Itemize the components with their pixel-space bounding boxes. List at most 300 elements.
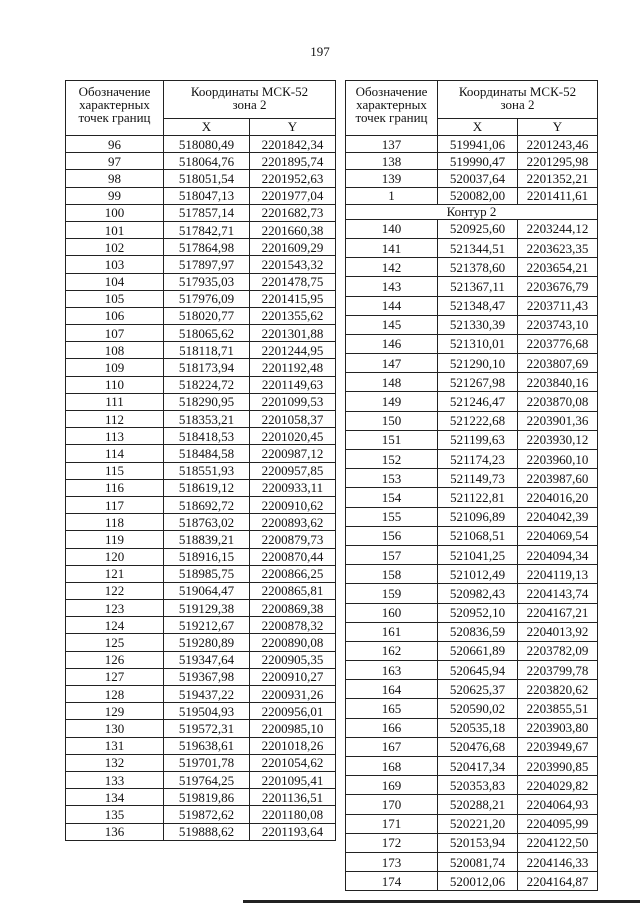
table-row xyxy=(66,600,336,617)
table-row xyxy=(346,430,598,449)
table-row xyxy=(66,204,336,221)
table-row xyxy=(66,428,336,445)
table-row xyxy=(346,469,598,488)
table-row xyxy=(346,795,598,814)
table-row xyxy=(66,737,336,754)
x-coordinate-cell: 520645,94 xyxy=(438,661,518,680)
x-coordinate-cell: 520836,59 xyxy=(438,622,518,641)
x-coordinate-cell: 518551,93 xyxy=(164,462,250,479)
y-coordinate-cell: 2203244,12 xyxy=(518,219,598,238)
header-designation-line2: характерных xyxy=(356,97,427,112)
point-number-cell: 158 xyxy=(346,565,438,584)
x-coordinate-cell: 521012,49 xyxy=(438,565,518,584)
x-coordinate-cell: 520153,94 xyxy=(438,833,518,852)
table-row xyxy=(66,720,336,737)
point-number-cell: 144 xyxy=(346,296,438,315)
y-coordinate-cell: 2200931,26 xyxy=(250,686,336,703)
y-coordinate-cell: 2201295,98 xyxy=(518,153,598,170)
x-coordinate-cell: 518118,71 xyxy=(164,342,250,359)
y-coordinate-cell: 2204143,74 xyxy=(518,584,598,603)
table-row xyxy=(346,296,598,315)
point-number-cell: 157 xyxy=(346,545,438,564)
table-row xyxy=(66,496,336,513)
y-coordinate-cell: 2201058,37 xyxy=(250,411,336,428)
x-coordinate-cell: 521068,51 xyxy=(438,526,518,545)
x-coordinate-cell: 520590,02 xyxy=(438,699,518,718)
x-coordinate-cell: 518064,76 xyxy=(164,153,250,170)
right-table-body-top xyxy=(346,136,598,205)
point-number-cell: 162 xyxy=(346,641,438,660)
point-number-cell: 126 xyxy=(66,651,164,668)
x-coordinate-cell: 519701,78 xyxy=(164,754,250,771)
x-coordinate-cell: 518290,95 xyxy=(164,393,250,410)
point-number-cell: 170 xyxy=(346,795,438,814)
header-x: X xyxy=(164,118,250,135)
x-coordinate-cell: 519572,31 xyxy=(164,720,250,737)
y-coordinate-cell: 2201193,64 xyxy=(250,823,336,840)
x-coordinate-cell: 521041,25 xyxy=(438,545,518,564)
x-coordinate-cell: 520625,37 xyxy=(438,680,518,699)
point-number-cell: 123 xyxy=(66,600,164,617)
point-number-cell: 134 xyxy=(66,789,164,806)
x-coordinate-cell: 518173,94 xyxy=(164,359,250,376)
x-coordinate-cell: 519367,98 xyxy=(164,668,250,685)
x-coordinate-cell: 519347,64 xyxy=(164,651,250,668)
point-number-cell: 105 xyxy=(66,290,164,307)
y-coordinate-cell: 2203855,51 xyxy=(518,699,598,718)
point-number-cell: 142 xyxy=(346,258,438,277)
point-number-cell: 173 xyxy=(346,852,438,871)
x-coordinate-cell: 520982,43 xyxy=(438,584,518,603)
y-coordinate-cell: 2203930,12 xyxy=(518,430,598,449)
x-coordinate-cell: 521290,10 xyxy=(438,354,518,373)
table-row xyxy=(66,703,336,720)
y-coordinate-cell: 2203799,78 xyxy=(518,661,598,680)
y-coordinate-cell: 2203990,85 xyxy=(518,757,598,776)
table-row xyxy=(346,526,598,545)
header-designation-line1: Обозначение xyxy=(355,84,428,99)
point-number-cell: 102 xyxy=(66,239,164,256)
x-coordinate-cell: 520661,89 xyxy=(438,641,518,660)
header-coordinates-line2: зона 2 xyxy=(232,97,267,112)
point-number-cell: 118 xyxy=(66,514,164,531)
table-row xyxy=(346,622,598,641)
y-coordinate-cell: 2203654,21 xyxy=(518,258,598,277)
point-number-cell: 139 xyxy=(346,170,438,187)
table-row xyxy=(66,273,336,290)
y-coordinate-cell: 2200869,38 xyxy=(250,600,336,617)
point-number-cell: 174 xyxy=(346,872,438,891)
x-coordinate-cell: 518418,53 xyxy=(164,428,250,445)
x-coordinate-cell: 518224,72 xyxy=(164,376,250,393)
table-row xyxy=(346,488,598,507)
y-coordinate-cell: 2204069,54 xyxy=(518,526,598,545)
x-coordinate-cell: 521348,47 xyxy=(438,296,518,315)
table-row xyxy=(66,342,336,359)
point-number-cell: 132 xyxy=(66,754,164,771)
x-coordinate-cell: 520476,68 xyxy=(438,737,518,756)
table-row xyxy=(66,256,336,273)
table-row xyxy=(66,531,336,548)
right-coordinates-table xyxy=(345,80,598,891)
y-coordinate-cell: 2203782,09 xyxy=(518,641,598,660)
point-number-cell: 107 xyxy=(66,325,164,342)
table-row xyxy=(66,514,336,531)
header-coordinates xyxy=(438,81,598,119)
point-number-cell: 161 xyxy=(346,622,438,641)
y-coordinate-cell: 2203820,62 xyxy=(518,680,598,699)
y-coordinate-cell: 2203711,43 xyxy=(518,296,598,315)
y-coordinate-cell: 2204167,21 xyxy=(518,603,598,622)
y-coordinate-cell: 2201243,46 xyxy=(518,136,598,153)
x-coordinate-cell: 521267,98 xyxy=(438,373,518,392)
point-number-cell: 168 xyxy=(346,757,438,776)
point-number-cell: 154 xyxy=(346,488,438,507)
y-coordinate-cell: 2200865,81 xyxy=(250,582,336,599)
y-coordinate-cell: 2201149,63 xyxy=(250,376,336,393)
point-number-cell: 114 xyxy=(66,445,164,462)
point-number-cell: 148 xyxy=(346,373,438,392)
x-coordinate-cell: 518051,54 xyxy=(164,170,250,187)
table-row xyxy=(346,392,598,411)
y-coordinate-cell: 2203623,35 xyxy=(518,238,598,257)
table-row xyxy=(346,450,598,469)
point-number-cell: 131 xyxy=(66,737,164,754)
point-number-cell: 122 xyxy=(66,582,164,599)
y-coordinate-cell: 2201180,08 xyxy=(250,806,336,823)
table-row xyxy=(66,754,336,771)
table-row xyxy=(346,187,598,204)
y-coordinate-cell: 2201977,04 xyxy=(250,187,336,204)
table-row xyxy=(346,315,598,334)
point-number-cell: 127 xyxy=(66,668,164,685)
x-coordinate-cell: 518985,75 xyxy=(164,565,250,582)
x-coordinate-cell: 518080,49 xyxy=(164,136,250,153)
x-coordinate-cell: 518484,58 xyxy=(164,445,250,462)
table-row xyxy=(346,136,598,153)
point-number-cell: 108 xyxy=(66,342,164,359)
y-coordinate-cell: 2204122,50 xyxy=(518,833,598,852)
point-number-cell: 156 xyxy=(346,526,438,545)
header-point-designation xyxy=(66,81,164,136)
table-row xyxy=(66,411,336,428)
table-row xyxy=(346,411,598,430)
y-coordinate-cell: 2200870,44 xyxy=(250,548,336,565)
point-number-cell: 140 xyxy=(346,219,438,238)
y-coordinate-cell: 2201136,51 xyxy=(250,789,336,806)
x-coordinate-cell: 519888,62 xyxy=(164,823,250,840)
y-coordinate-cell: 2203743,10 xyxy=(518,315,598,334)
point-number-cell: 141 xyxy=(346,238,438,257)
point-number-cell: 119 xyxy=(66,531,164,548)
table-row xyxy=(346,170,598,187)
x-coordinate-cell: 518619,12 xyxy=(164,479,250,496)
table-row xyxy=(346,776,598,795)
y-coordinate-cell: 2201018,26 xyxy=(250,737,336,754)
table-row xyxy=(66,136,336,153)
y-coordinate-cell: 2204064,93 xyxy=(518,795,598,814)
y-coordinate-cell: 2201609,29 xyxy=(250,239,336,256)
point-number-cell: 115 xyxy=(66,462,164,479)
y-coordinate-cell: 2200956,01 xyxy=(250,703,336,720)
x-coordinate-cell: 520952,10 xyxy=(438,603,518,622)
table-row xyxy=(346,718,598,737)
table-row xyxy=(66,771,336,788)
x-coordinate-cell: 520353,83 xyxy=(438,776,518,795)
y-coordinate-cell: 2200866,25 xyxy=(250,565,336,582)
point-number-cell: 129 xyxy=(66,703,164,720)
x-coordinate-cell: 517935,03 xyxy=(164,273,250,290)
header-y: Y xyxy=(250,118,336,135)
point-number-cell: 145 xyxy=(346,315,438,334)
y-coordinate-cell: 2201952,63 xyxy=(250,170,336,187)
table-row xyxy=(346,219,598,238)
x-coordinate-cell: 519129,38 xyxy=(164,600,250,617)
table-row xyxy=(66,479,336,496)
point-number-cell: 128 xyxy=(66,686,164,703)
x-coordinate-cell: 517897,97 xyxy=(164,256,250,273)
point-number-cell: 104 xyxy=(66,273,164,290)
y-coordinate-cell: 2204029,82 xyxy=(518,776,598,795)
point-number-cell: 172 xyxy=(346,833,438,852)
y-coordinate-cell: 2203776,68 xyxy=(518,334,598,353)
x-coordinate-cell: 520288,21 xyxy=(438,795,518,814)
x-coordinate-cell: 518763,02 xyxy=(164,514,250,531)
y-coordinate-cell: 2201543,32 xyxy=(250,256,336,273)
y-coordinate-cell: 2203676,79 xyxy=(518,277,598,296)
point-number-cell: 159 xyxy=(346,584,438,603)
x-coordinate-cell: 518353,21 xyxy=(164,411,250,428)
y-coordinate-cell: 2201099,53 xyxy=(250,393,336,410)
table-row xyxy=(346,354,598,373)
table-row xyxy=(346,661,598,680)
x-coordinate-cell: 521222,68 xyxy=(438,411,518,430)
point-number-cell: 169 xyxy=(346,776,438,795)
x-coordinate-cell: 519212,67 xyxy=(164,617,250,634)
header-designation-line3: точек границ xyxy=(78,110,151,125)
x-coordinate-cell: 521330,39 xyxy=(438,315,518,334)
header-y: Y xyxy=(518,118,598,135)
y-coordinate-cell: 2204119,13 xyxy=(518,565,598,584)
table-row xyxy=(66,359,336,376)
point-number-cell: 113 xyxy=(66,428,164,445)
y-coordinate-cell: 2204013,92 xyxy=(518,622,598,641)
header-coordinates xyxy=(164,81,336,119)
x-coordinate-cell: 521344,51 xyxy=(438,238,518,257)
y-coordinate-cell: 2203960,10 xyxy=(518,450,598,469)
y-coordinate-cell: 2201842,34 xyxy=(250,136,336,153)
table-row xyxy=(66,686,336,703)
page-number: 197 xyxy=(310,44,330,59)
x-coordinate-cell: 517842,71 xyxy=(164,221,250,238)
y-coordinate-cell: 2201355,62 xyxy=(250,307,336,324)
table-row xyxy=(346,153,598,170)
y-coordinate-cell: 2203840,16 xyxy=(518,373,598,392)
header-designation-line3: точек границ xyxy=(355,110,428,125)
y-coordinate-cell: 2201895,74 xyxy=(250,153,336,170)
y-coordinate-cell: 2200890,08 xyxy=(250,634,336,651)
table-row xyxy=(346,238,598,257)
y-coordinate-cell: 2200910,62 xyxy=(250,496,336,513)
table-row xyxy=(66,290,336,307)
point-number-cell: 149 xyxy=(346,392,438,411)
point-number-cell: 99 xyxy=(66,187,164,204)
y-coordinate-cell: 2201095,41 xyxy=(250,771,336,788)
x-coordinate-cell: 519819,86 xyxy=(164,789,250,806)
point-number-cell: 96 xyxy=(66,136,164,153)
point-number-cell: 111 xyxy=(66,393,164,410)
y-coordinate-cell: 2203903,80 xyxy=(518,718,598,737)
point-number-cell: 133 xyxy=(66,771,164,788)
y-coordinate-cell: 2201415,95 xyxy=(250,290,336,307)
x-coordinate-cell: 521199,63 xyxy=(438,430,518,449)
point-number-cell: 125 xyxy=(66,634,164,651)
header-point-designation xyxy=(346,81,438,136)
contour-label: Контур 2 xyxy=(346,204,598,219)
x-coordinate-cell: 521246,47 xyxy=(438,392,518,411)
point-number-cell: 150 xyxy=(346,411,438,430)
point-number-cell: 117 xyxy=(66,496,164,513)
table-row xyxy=(66,651,336,668)
y-coordinate-cell: 2200933,11 xyxy=(250,479,336,496)
x-coordinate-cell: 517857,14 xyxy=(164,204,250,221)
table-row xyxy=(66,565,336,582)
table-row xyxy=(66,325,336,342)
y-coordinate-cell: 2203807,69 xyxy=(518,354,598,373)
y-coordinate-cell: 2201054,62 xyxy=(250,754,336,771)
y-coordinate-cell: 2200987,12 xyxy=(250,445,336,462)
table-row xyxy=(346,373,598,392)
table-row xyxy=(66,823,336,840)
point-number-cell: 110 xyxy=(66,376,164,393)
y-coordinate-cell: 2201244,95 xyxy=(250,342,336,359)
table-row xyxy=(66,634,336,651)
x-coordinate-cell: 518065,62 xyxy=(164,325,250,342)
x-coordinate-cell: 518047,13 xyxy=(164,187,250,204)
x-coordinate-cell: 519064,47 xyxy=(164,582,250,599)
point-number-cell: 98 xyxy=(66,170,164,187)
point-number-cell: 152 xyxy=(346,450,438,469)
point-number-cell: 112 xyxy=(66,411,164,428)
table-row xyxy=(346,565,598,584)
table-row xyxy=(66,806,336,823)
point-number-cell: 165 xyxy=(346,699,438,718)
y-coordinate-cell: 2200878,32 xyxy=(250,617,336,634)
table-row xyxy=(346,699,598,718)
table-row xyxy=(346,757,598,776)
y-coordinate-cell: 2201352,21 xyxy=(518,170,598,187)
point-number-cell: 124 xyxy=(66,617,164,634)
point-number-cell: 163 xyxy=(346,661,438,680)
y-coordinate-cell: 2203870,08 xyxy=(518,392,598,411)
y-coordinate-cell: 2204042,39 xyxy=(518,507,598,526)
table-row xyxy=(346,641,598,660)
point-number-cell: 97 xyxy=(66,153,164,170)
x-coordinate-cell: 519872,62 xyxy=(164,806,250,823)
y-coordinate-cell: 2201660,38 xyxy=(250,221,336,238)
point-number-cell: 137 xyxy=(346,136,438,153)
header-coordinates-line1: Координаты МСК-52 xyxy=(458,84,577,99)
point-number-cell: 143 xyxy=(346,277,438,296)
x-coordinate-cell: 520925,60 xyxy=(438,219,518,238)
table-row xyxy=(346,334,598,353)
point-number-cell: 109 xyxy=(66,359,164,376)
table-row xyxy=(66,376,336,393)
point-number-cell: 101 xyxy=(66,221,164,238)
y-coordinate-cell: 2200905,35 xyxy=(250,651,336,668)
left-coordinates-table xyxy=(65,80,336,841)
right-table-body-bottom xyxy=(346,219,598,891)
table-row xyxy=(66,789,336,806)
table-row xyxy=(346,833,598,852)
point-number-cell: 164 xyxy=(346,680,438,699)
table-row xyxy=(346,258,598,277)
x-coordinate-cell: 520082,00 xyxy=(438,187,518,204)
y-coordinate-cell: 2201192,48 xyxy=(250,359,336,376)
table-row xyxy=(66,307,336,324)
x-coordinate-cell: 518020,77 xyxy=(164,307,250,324)
table-row xyxy=(346,814,598,833)
x-coordinate-cell: 521149,73 xyxy=(438,469,518,488)
point-number-cell: 146 xyxy=(346,334,438,353)
table-row xyxy=(66,668,336,685)
point-number-cell: 138 xyxy=(346,153,438,170)
x-coordinate-cell: 521174,23 xyxy=(438,450,518,469)
x-coordinate-cell: 519990,47 xyxy=(438,153,518,170)
table-row xyxy=(66,153,336,170)
x-coordinate-cell: 520535,18 xyxy=(438,718,518,737)
x-coordinate-cell: 521122,81 xyxy=(438,488,518,507)
x-coordinate-cell: 517864,98 xyxy=(164,239,250,256)
table-row xyxy=(66,548,336,565)
table-row xyxy=(346,545,598,564)
y-coordinate-cell: 2201682,73 xyxy=(250,204,336,221)
x-coordinate-cell: 520037,64 xyxy=(438,170,518,187)
y-coordinate-cell: 2203949,67 xyxy=(518,737,598,756)
point-number-cell: 153 xyxy=(346,469,438,488)
y-coordinate-cell: 2203901,36 xyxy=(518,411,598,430)
header-designation-line1: Обозначение xyxy=(78,84,151,99)
x-coordinate-cell: 518916,15 xyxy=(164,548,250,565)
x-coordinate-cell: 519280,89 xyxy=(164,634,250,651)
point-number-cell: 130 xyxy=(66,720,164,737)
table-row xyxy=(66,239,336,256)
table-row xyxy=(346,737,598,756)
point-number-cell: 135 xyxy=(66,806,164,823)
point-number-cell: 136 xyxy=(66,823,164,840)
point-number-cell: 151 xyxy=(346,430,438,449)
point-number-cell: 160 xyxy=(346,603,438,622)
table-row xyxy=(346,603,598,622)
point-number-cell: 121 xyxy=(66,565,164,582)
point-number-cell: 103 xyxy=(66,256,164,273)
y-coordinate-cell: 2201020,45 xyxy=(250,428,336,445)
left-table-body xyxy=(66,136,336,841)
point-number-cell: 1 xyxy=(346,187,438,204)
table-row xyxy=(66,462,336,479)
y-coordinate-cell: 2201478,75 xyxy=(250,273,336,290)
table-row xyxy=(66,445,336,462)
point-number-cell: 106 xyxy=(66,307,164,324)
table-row xyxy=(346,680,598,699)
point-number-cell: 171 xyxy=(346,814,438,833)
table-row xyxy=(346,852,598,871)
table-row xyxy=(346,584,598,603)
point-number-cell: 100 xyxy=(66,204,164,221)
x-coordinate-cell: 517976,09 xyxy=(164,290,250,307)
y-coordinate-cell: 2201411,61 xyxy=(518,187,598,204)
x-coordinate-cell: 520012,06 xyxy=(438,872,518,891)
